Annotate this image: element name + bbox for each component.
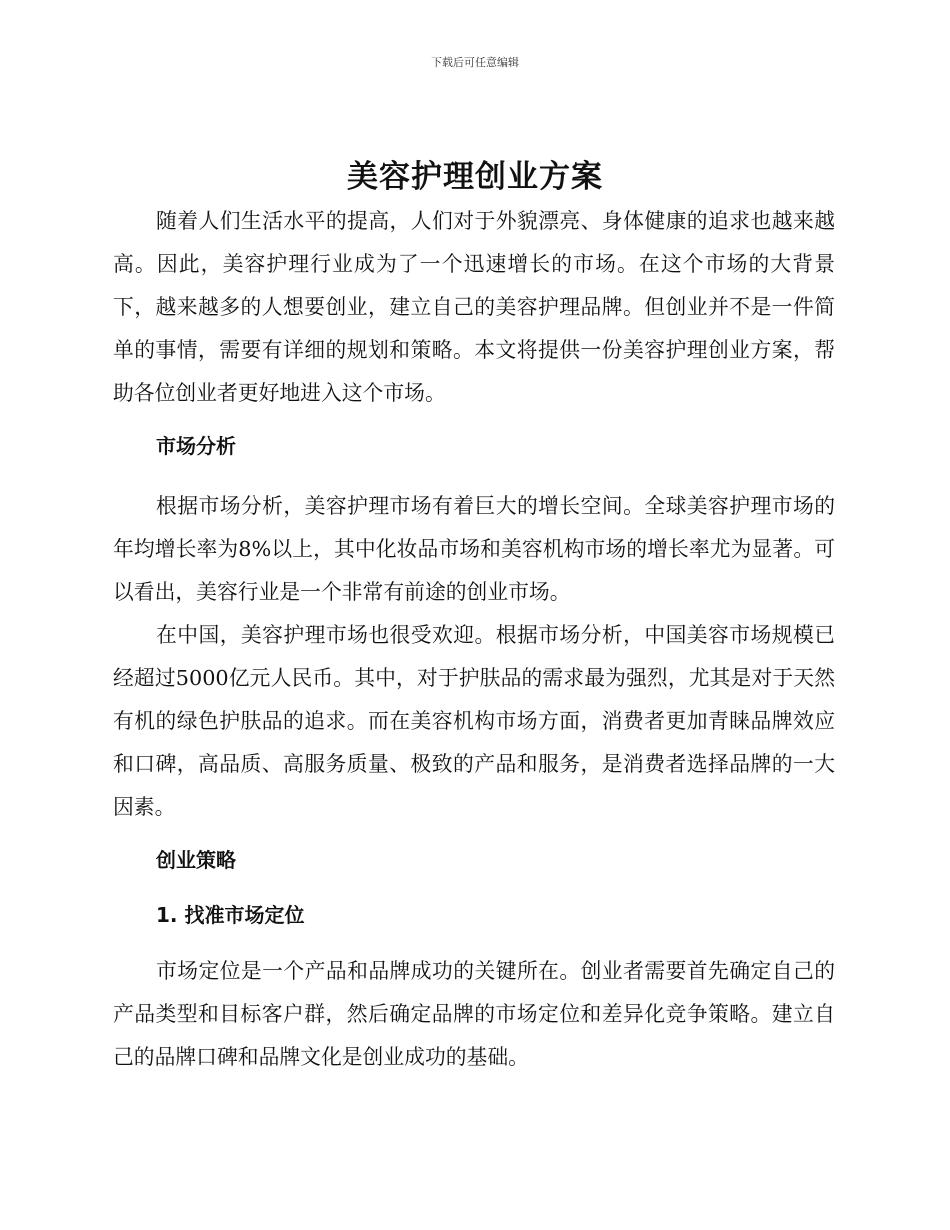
market-analysis-paragraph-1: 根据市场分析，美容护理市场有着巨大的增长空间。全球美容护理市场的年均增长率为8%以上，其中化妆品市场和美容机构市场的增长率尤为显著。可以看出，美容行业是一个非常有前途的创业市场。 [113, 494, 835, 604]
subheading-market-positioning: 1. 找准市场定位 [156, 903, 305, 927]
document-title: 美容护理创业方案 [347, 159, 603, 195]
section-heading-market-analysis: 市场分析 [156, 434, 236, 458]
strategy-paragraph: 市场定位是一个产品和品牌成功的关键所在。创业者需要首先确定自己的产品类型和目标客户群，然后确定品牌的市场定位和差异化竞争策略。建立自己的品牌口碑和品牌文化是创业成功的基础。 [113, 959, 835, 1069]
intro-paragraph: 随着人们生活水平的提高，人们对于外貌漂亮、身体健康的追求也越来越高。因此，美容护理行业成为了一个迅速增长的市场。在这个市场的大背景下，越来越多的人想要创业，建立自己的美容护理品牌。但创业并不是一件简单的事情，需要有详细的规划和策略。本文将提供一份美容护理创业方案，帮助各位创业者更好地进入这个市场。 [113, 209, 835, 405]
section-heading-strategy: 创业策略 [156, 848, 236, 872]
document-body [113, 200, 835, 1079]
market-analysis-paragraph-2: 在中国，美容护理市场也很受欢迎。根据市场分析，中国美容市场规模已经超过5000亿元人民币。其中，对于护肤品的需求最为强烈，尤其是对于天然有机的绿色护肤品的追求。而在美容机构市场方面，消费者更加青睐品牌效应和口碑，高品质、高服务质量、极致的产品和服务，是消费者选择品牌的一大因素。 [113, 623, 835, 819]
page-header-note: 下载后可任意编辑 [431, 56, 519, 69]
